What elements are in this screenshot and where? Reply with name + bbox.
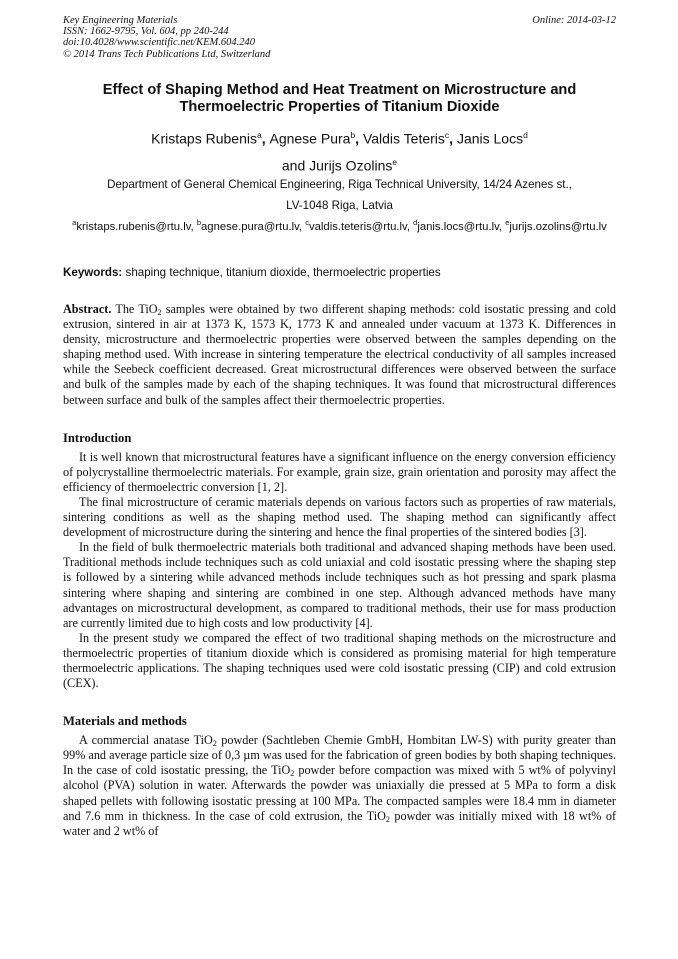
journal-header bbox=[63, 15, 616, 60]
author-name: Valdis Teteris bbox=[362, 130, 445, 147]
email-mark: b bbox=[196, 218, 202, 227]
author-name: Janis Locs bbox=[456, 130, 524, 147]
author-list: Kristaps Rubenis$^a$, Agnese Pura$^b$, Valdis Teteris$^c$, Janis Locs$^d$ and Jurijs Ozolins$^e$ bbox=[151, 130, 528, 174]
intro-paragraph-1: It is well known that microstructural features have a significant influence on the energy conversion efficiency of polycrystalline thermoelectric materials. For example, grain size, grain orientation and porosity may affect the efficiency of thermoelectric conversion [1, 2]. bbox=[63, 449, 616, 494]
author-affil-mark: a bbox=[256, 130, 262, 140]
keywords-text: shaping technique, titanium dioxide, thermoelectric properties bbox=[125, 266, 441, 279]
abstract-label: Abstract. bbox=[63, 302, 112, 316]
introduction-heading: Introduction bbox=[63, 430, 132, 445]
intro-paragraph-2: The final microstructure of ceramic materials depends on various factors such as properties of raw materials, sintering conditions as well as the shaping method used. The shaping method can significantly affect development of microstructure during the sintering and hence the final properties of the sintered bodies [3]. bbox=[63, 494, 616, 540]
paper-title bbox=[63, 82, 616, 117]
title-line-2: Thermoelectric Properties of Titanium Dioxide bbox=[179, 99, 500, 116]
affiliation-line-2: LV-1048 Riga, Latvia bbox=[286, 199, 393, 212]
methods-heading: Materials and methods bbox=[63, 714, 187, 729]
paper-body bbox=[63, 302, 616, 839]
email-address: jurijs.ozolins@rtu.lv bbox=[509, 220, 607, 233]
journal-name: Key Engineering Materials bbox=[63, 15, 178, 26]
email-mark: a bbox=[72, 218, 77, 227]
abstract-paragraph: Abstract. The TiO$_2$ samples were obtained by two different shaping methods: cold isostatic pressing and cold extrusion, sintered in air at 1373 K, 1573 K, 1773 K and annealed under vacuum at 1373 K. Differences in density, microstructure and thermoelectric properties were observed between the samples depending on the shaping method used. With increase in sintering temperature the electrical conductivity of all samples increased while the Seebeck coefficient decreased. Great microstructural differences were observed between the surface and bulk of the samples made by each of the shaping techniques. It was found that microstructural differences between surface and bulk of the samples affect their thermoelectric properties. bbox=[63, 302, 616, 407]
intro-paragraph-4: In the present study we compared the effect of two traditional shaping methods on the microstructure and thermoelectric properties of titanium dioxide which is considered as promising material for high temperature thermoelectric applications. The shaping techniques used were cold isostatic pressing (CIP) and cold extrusion (CEX). bbox=[63, 630, 616, 691]
affiliation-line-1: Department of General Chemical Engineering, Riga Technical University, 14/24 Azenes st., bbox=[107, 178, 572, 191]
author-name: Agnese Pura bbox=[269, 130, 351, 147]
email-address: janis.locs@rtu.lv, bbox=[417, 220, 503, 233]
author-name: Kristaps Rubenis bbox=[151, 130, 257, 147]
email-mark: e bbox=[505, 218, 510, 227]
author-affil-mark: d bbox=[523, 130, 528, 140]
methods-paragraph-1: A commercial anatase TiO$_2$ powder (Sachtleben Chemie GmbH, Hombitan LW-S) with purity greater than 99% and average particle size of 0,3 µm was used for the fabrication of green bodies by both shaping techniques. In the case of cold isostatic pressing, the TiO$_2$ powder before compaction was mixed with 5 wt% of polyvinyl alcohol (PVA) solution in water. Afterwards the powder was uniaxially die pressed at 5 MPa to form a disk shaped pellets with following isostatic pressing at 100 MPa. The compacted samples were 18.4 mm in diameter and 7.6 mm in thickness. In the case of cold extrusion, the TiO$_2$ powder was initially mixed with 18 wt% of water and 2 wt% of bbox=[63, 733, 616, 838]
email-address: kristaps.rubenis@rtu.lv, bbox=[76, 220, 194, 233]
affiliation bbox=[63, 174, 616, 216]
email-mark: c bbox=[305, 218, 309, 227]
author-affil-mark: c bbox=[444, 130, 450, 140]
keywords bbox=[63, 266, 616, 280]
title-line-1: Effect of Shaping Method and Heat Treatment on Microstructure and bbox=[102, 82, 577, 98]
author-and: and bbox=[281, 157, 306, 174]
author-emails bbox=[63, 216, 616, 234]
copyright-line: © 2014 Trans Tech Publications Ltd, Switzerland bbox=[63, 48, 271, 60]
intro-paragraph-3: In the field of bulk thermoelectric materials both traditional and advanced shaping methods have been used. Traditional methods include techniques such as cold uniaxial and cold isostatic pressing where the shaping step is followed by a sintering while advanced methods include techniques such as hot pressing and spark plasma sintering where shaping and sintering are combined in one step. Although advanced methods have many advantages on microstructural development, as compared to traditional methods, their use for mass production are currently limited due to high costs and low productivity [4]. bbox=[63, 540, 616, 630]
author-affil-mark: e bbox=[392, 156, 398, 167]
doi-line: doi:10.4028/www.scientific.net/KEM.604.240 bbox=[63, 37, 255, 49]
email-mark: d bbox=[413, 218, 418, 227]
issn-line: ISSN: 1662-9795, Vol. 604, pp 240-244 bbox=[63, 26, 229, 38]
email-address: valdis.teteris@rtu.lv, bbox=[308, 220, 411, 233]
keywords-label: Keywords: bbox=[63, 266, 123, 279]
email-address: agnese.pura@rtu.lv, bbox=[201, 220, 303, 233]
author-affil-mark: b bbox=[350, 130, 356, 140]
author-name: Jurijs Ozolins bbox=[309, 157, 393, 174]
online-date: Online: 2014-03-12 bbox=[532, 15, 616, 26]
